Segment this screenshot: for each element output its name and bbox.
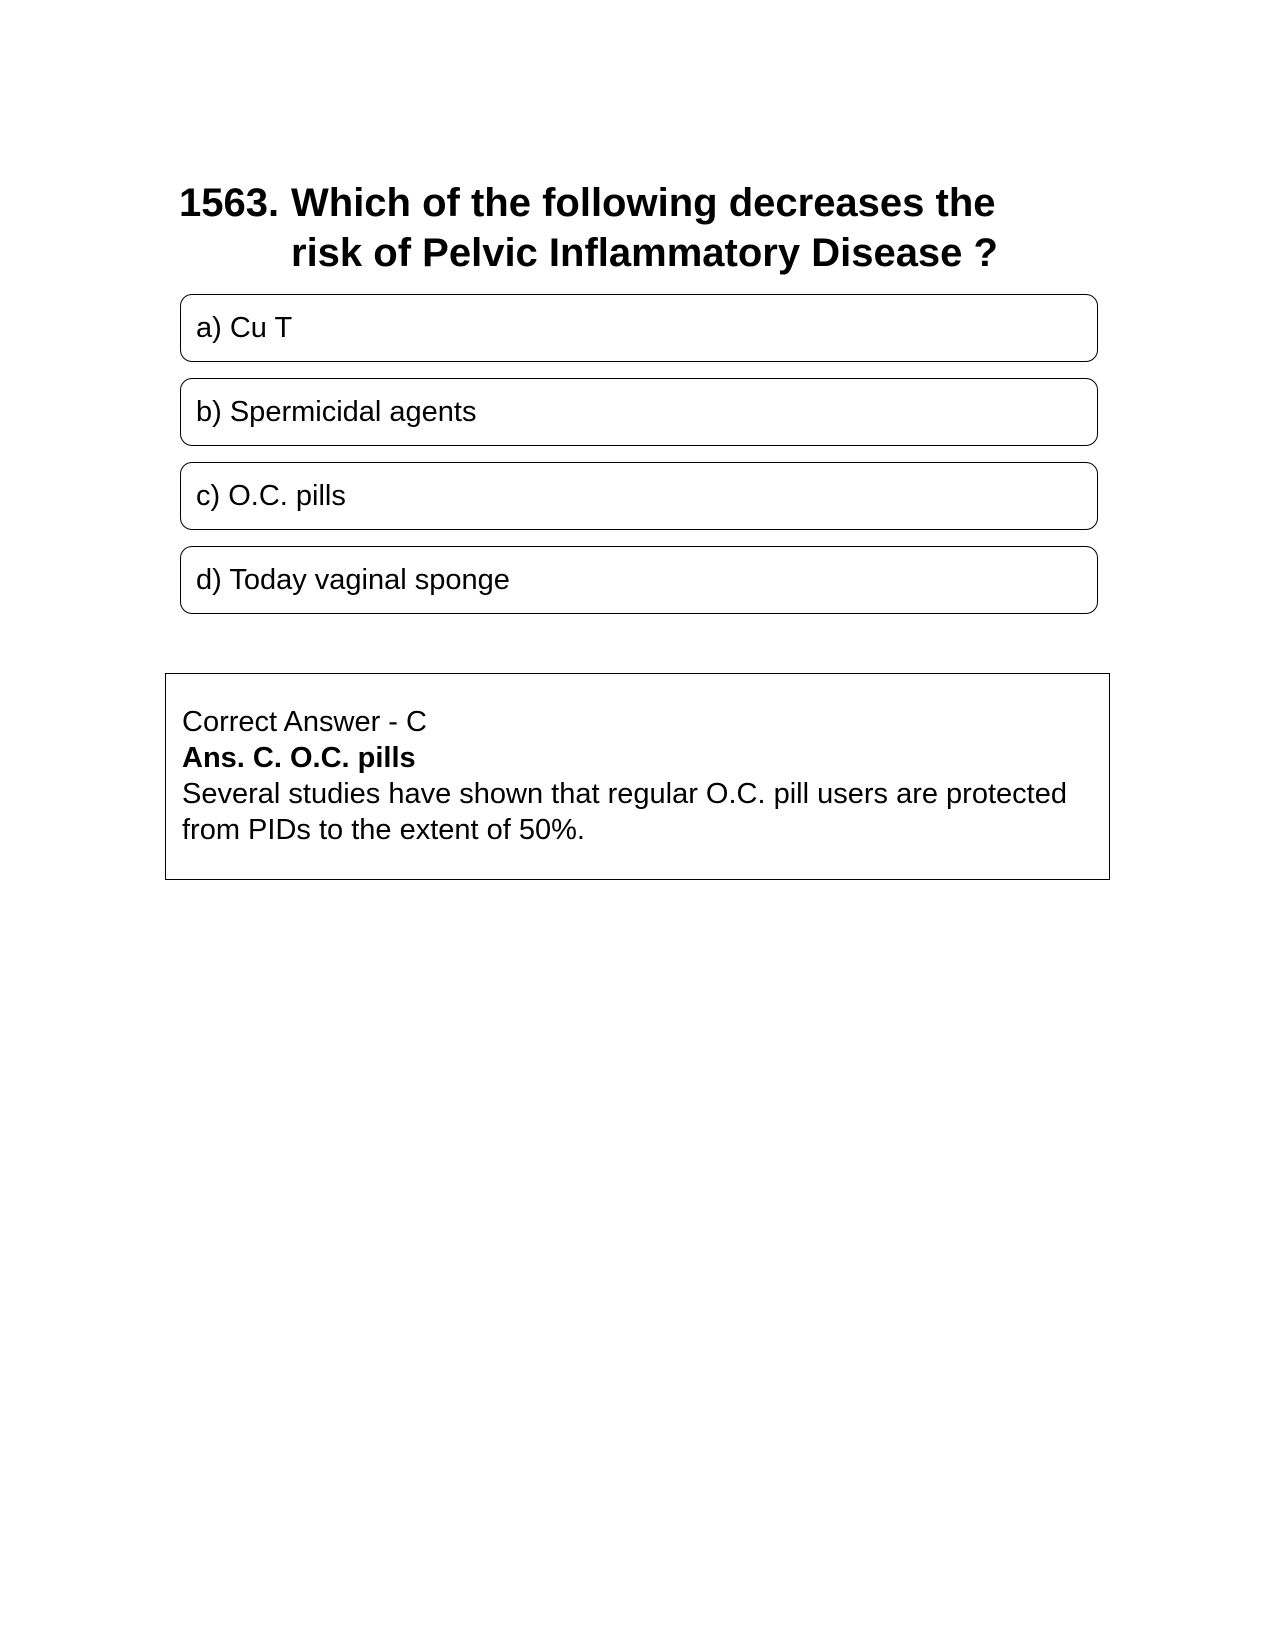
option-c[interactable]: c) O.C. pills: [180, 462, 1098, 530]
options-list: [180, 294, 1098, 630]
option-b[interactable]: b) Spermicidal agents: [180, 378, 1098, 446]
correct-answer: Correct Answer - C: [182, 706, 427, 738]
question-number: 1563.: [179, 181, 280, 225]
answer-explanation: Several studies have shown that regular O.C. pill users are protected from PIDs to the extent of 50%.: [182, 778, 1067, 846]
answer-heading: Ans. C. O.C. pills: [182, 742, 416, 774]
answer-box: [165, 673, 1110, 880]
option-a[interactable]: a) Cu T: [180, 294, 1098, 362]
question: [179, 178, 1059, 278]
option-d[interactable]: d) Today vaginal sponge: [180, 546, 1098, 614]
question-text: Which of the following decreases the risk of Pelvic Inflammatory Disease ?: [291, 181, 998, 275]
